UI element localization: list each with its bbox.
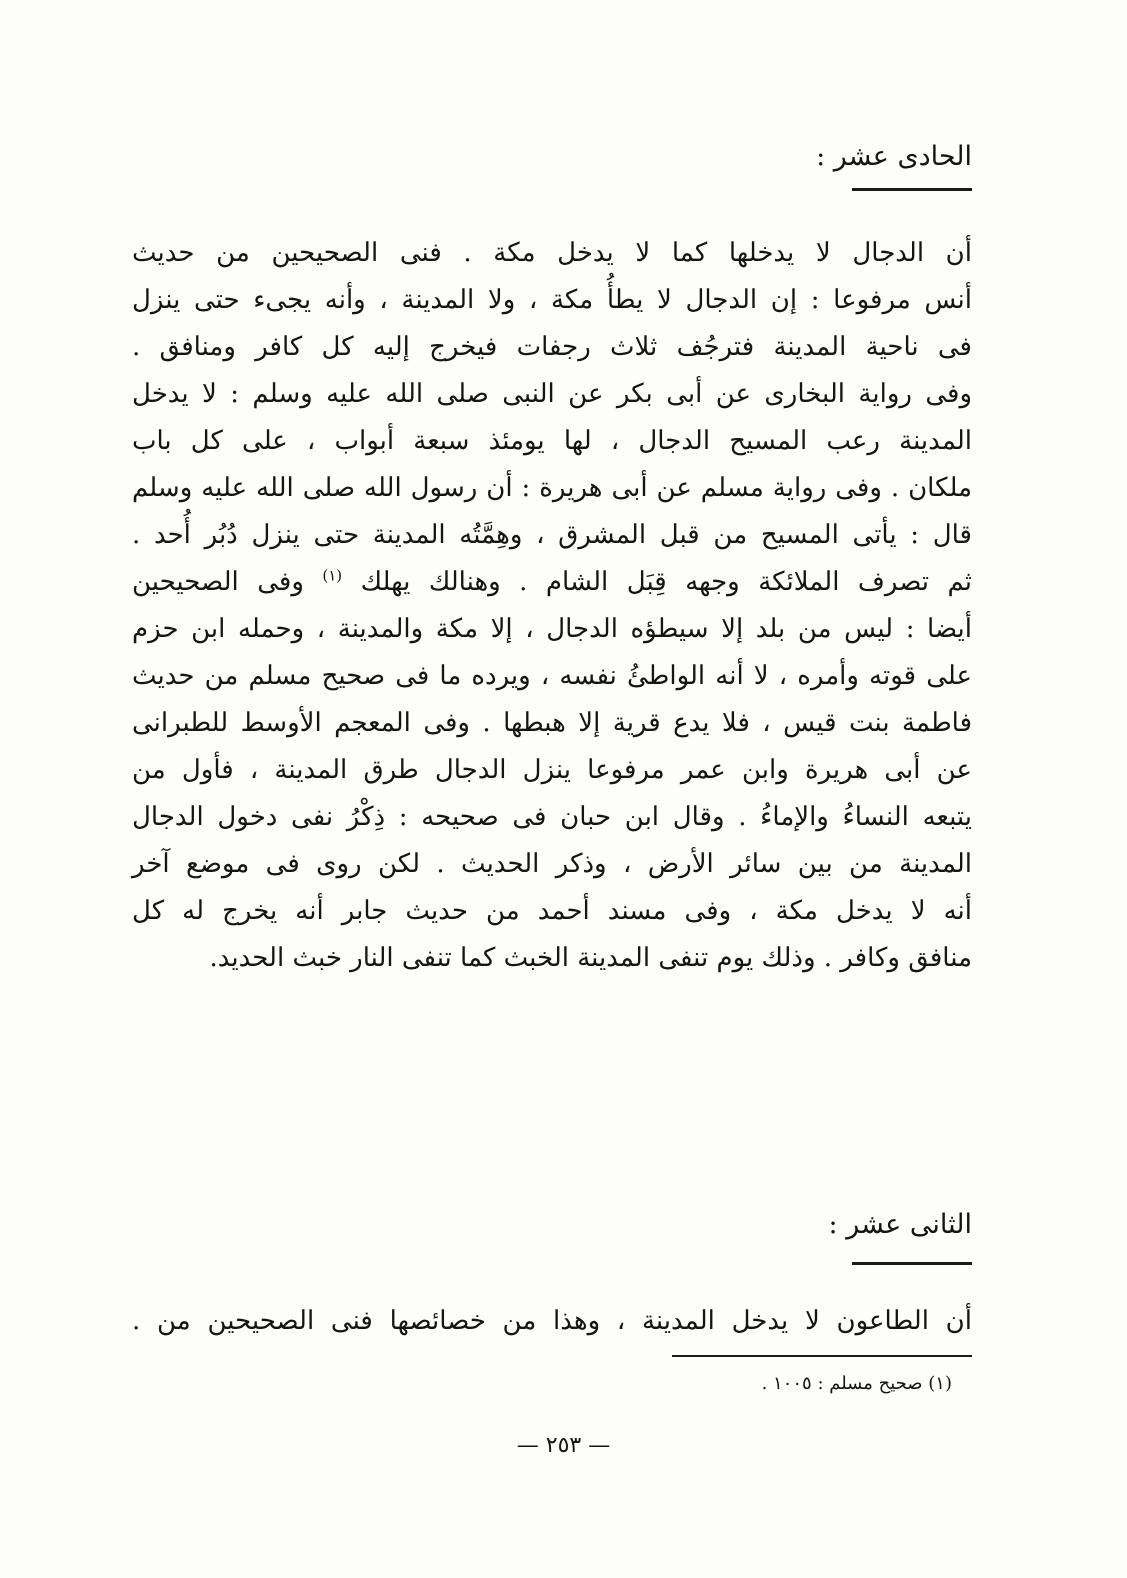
text-line: عن أبى هريرة وابن عمر مرفوعا ينزل الدجال طرق المدينة ، فأول من [132, 755, 972, 785]
text-line: أن الدجال لا يدخلها كما لا يدخل مكة . فنى الصحيحين من حديث [132, 238, 972, 268]
page-number: — ٢٥٣ — [516, 1433, 611, 1458]
text-line: يتبعه النساءُ والإماءُ . وقال ابن حبان فى صحيحه : ذِكْرُ نفى دخول الدجال [132, 802, 972, 832]
text-line: قال : يأتى المسيح من قبل المشرق ، وهِمَّتُه المدينة حتى ينزل دُبُر أُحد . [132, 520, 972, 550]
section-heading-twelfth: الثانى عشر : [828, 1209, 972, 1240]
text-line: منافق وكافر . وذلك يوم تنفى المدينة الخبث كما تنفى النار خبث الحديد. [209, 943, 972, 973]
footnote-separator [672, 1355, 972, 1357]
text-line: أن الطاعون لا يدخل المدينة ، وهذا من خصائصها فنى الصحيحين من . [132, 1306, 972, 1336]
heading-underline [852, 188, 972, 191]
text-line: أنس مرفوعا : إن الدجال لا يطأُ مكة ، ولا المدينة ، وأنه يجىء حتى ينزل [132, 285, 972, 315]
text-line: فى ناحية المدينة فترجُف ثلاث رجفات فيخرج إليه كل كافر ومنافق . [132, 332, 972, 362]
paragraph-eleventh [132, 230, 972, 982]
footnote: (١) صحيح مسلم : ١٠٠٥ . [761, 1373, 952, 1394]
heading-underline [852, 1262, 972, 1265]
section-heading-eleventh: الحادى عشر : [816, 141, 972, 172]
text-line: أنه لا يدخل مكة ، وفى مسند أحمد من حديث جابر أنه يخرج له كل [132, 896, 972, 926]
text-line: ملكان . وفى رواية مسلم عن أبى هريرة : أن رسول الله صلى الله عليه وسلم [132, 473, 972, 503]
paragraph-twelfth [132, 1298, 972, 1345]
text-line: المدينة رعب المسيح الدجال ، لها يومئذ سبعة أبواب ، على كل باب [132, 426, 972, 456]
text-line: أيضا : ليس من بلد إلا سيطؤه الدجال ، إلا مكة والمدينة ، وحمله ابن حزم [132, 614, 972, 644]
line-text: وفى الصحيحين [132, 567, 304, 597]
text-line: فاطمة بنت قيس ، فلا يدع قرية إلا هبطها . وفى المعجم الأوسط للطبرانى [132, 708, 972, 738]
line-text: ثم تصرف الملائكة وجهه قِبَل الشام . وهنالك يهلك [360, 567, 973, 597]
footnote-marker: (١) [322, 566, 343, 585]
text-line: على قوته وأمره ، لا أنه الواطئُ نفسه ، ويرده ما فى صحيح مسلم من حديث [132, 661, 972, 691]
text-line: وفى رواية البخارى عن أبى بكر عن النبى صلى الله عليه وسلم : لا يدخل [132, 379, 972, 409]
text-line: المدينة من بين سائر الأرض ، وذكر الحديث . لكن روى فى موضع آخر [132, 849, 972, 879]
text-line-with-footnote [132, 559, 972, 606]
